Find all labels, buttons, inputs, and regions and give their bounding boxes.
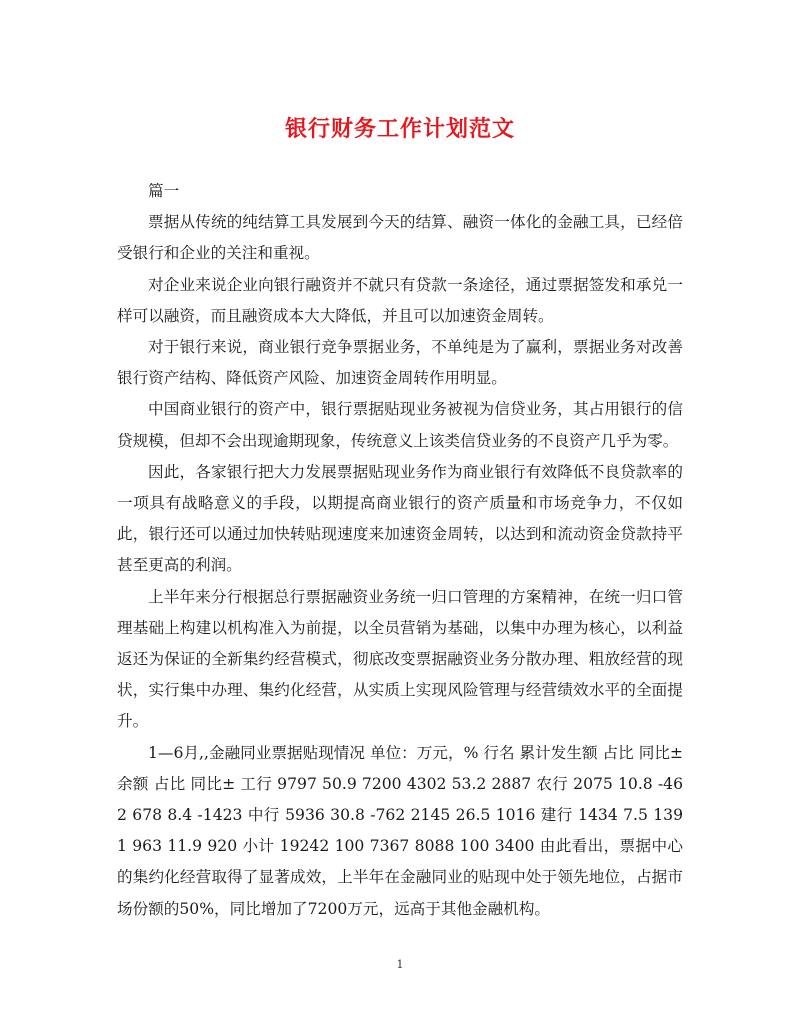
paragraph: 上半年来分行根据总行票据融资业务统一归口管理的方案精神，在统一归口管理基础上构建以机构准入为前提，以全员营销为基础，以集中办理为核心，以利益返还为保证的全新集约经营模式，彻底改变票据融资业务分散办理、粗放经营的现状，实行集中办理、集约化经营，从实质上实现风险管理与经营绩效水平的全面提升。 <box>117 587 683 731</box>
document-title: 银行财务工作计划范文 <box>284 116 515 142</box>
section-heading: 篇一 <box>148 182 180 200</box>
paragraph: 对企业来说企业向银行融资并不就只有贷款一条途径，通过票据签发和承兑一样可以融资，而且融资成本大大降低，并且可以加速资金周转。 <box>117 275 683 325</box>
paragraph: 1—6月,,金融同业票据贴现情况 单位：万元，% 行名 累计发生额 占比 同比± 余额 占比 同比± 工行 9797 50.9 7200 4302 53.2 2887 农行 2075 10.8 -462 678 8.4 -1423 中行 5936 30.8 -762 2145 26.5 1016 建行 1434 7.5 1391 963 11.9 920 小计 19242 100 7367 8088 100 3400 由此看出，票据中心的集约化经营取得了显著成效，上半年在金融同业的贴现中处于领先地位，占据市场份额的50%，同比增加了7200万元，远高于其他金融机构。 <box>117 743 683 918</box>
paragraph: 票据从传统的纯结算工具发展到今天的结算、融资一体化的金融工具，已经倍受银行和企业的关注和重视。 <box>117 213 683 263</box>
paragraph: 中国商业银行的资产中，银行票据贴现业务被视为信贷业务，其占用银行的信贷规模，但却不会出现逾期现象，传统意义上该类信贷业务的不良资产几乎为零。 <box>117 400 683 450</box>
paragraph: 对于银行来说，商业银行竞争票据业务，不单纯是为了赢利，票据业务对改善银行资产结构、降低资产风险、加速资金周转作用明显。 <box>117 338 683 388</box>
paragraph: 因此，各家银行把大力发展票据贴现业务作为商业银行有效降低不良贷款率的一项具有战略意义的手段，以期提高商业银行的资产质量和市场竞争力，不仅如此，银行还可以通过加快转贴现速度来加速资金周转，以达到和流动资金贷款持平甚至更高的利润。 <box>117 462 683 575</box>
document-body <box>117 176 683 925</box>
page-number: 1 <box>396 958 404 971</box>
